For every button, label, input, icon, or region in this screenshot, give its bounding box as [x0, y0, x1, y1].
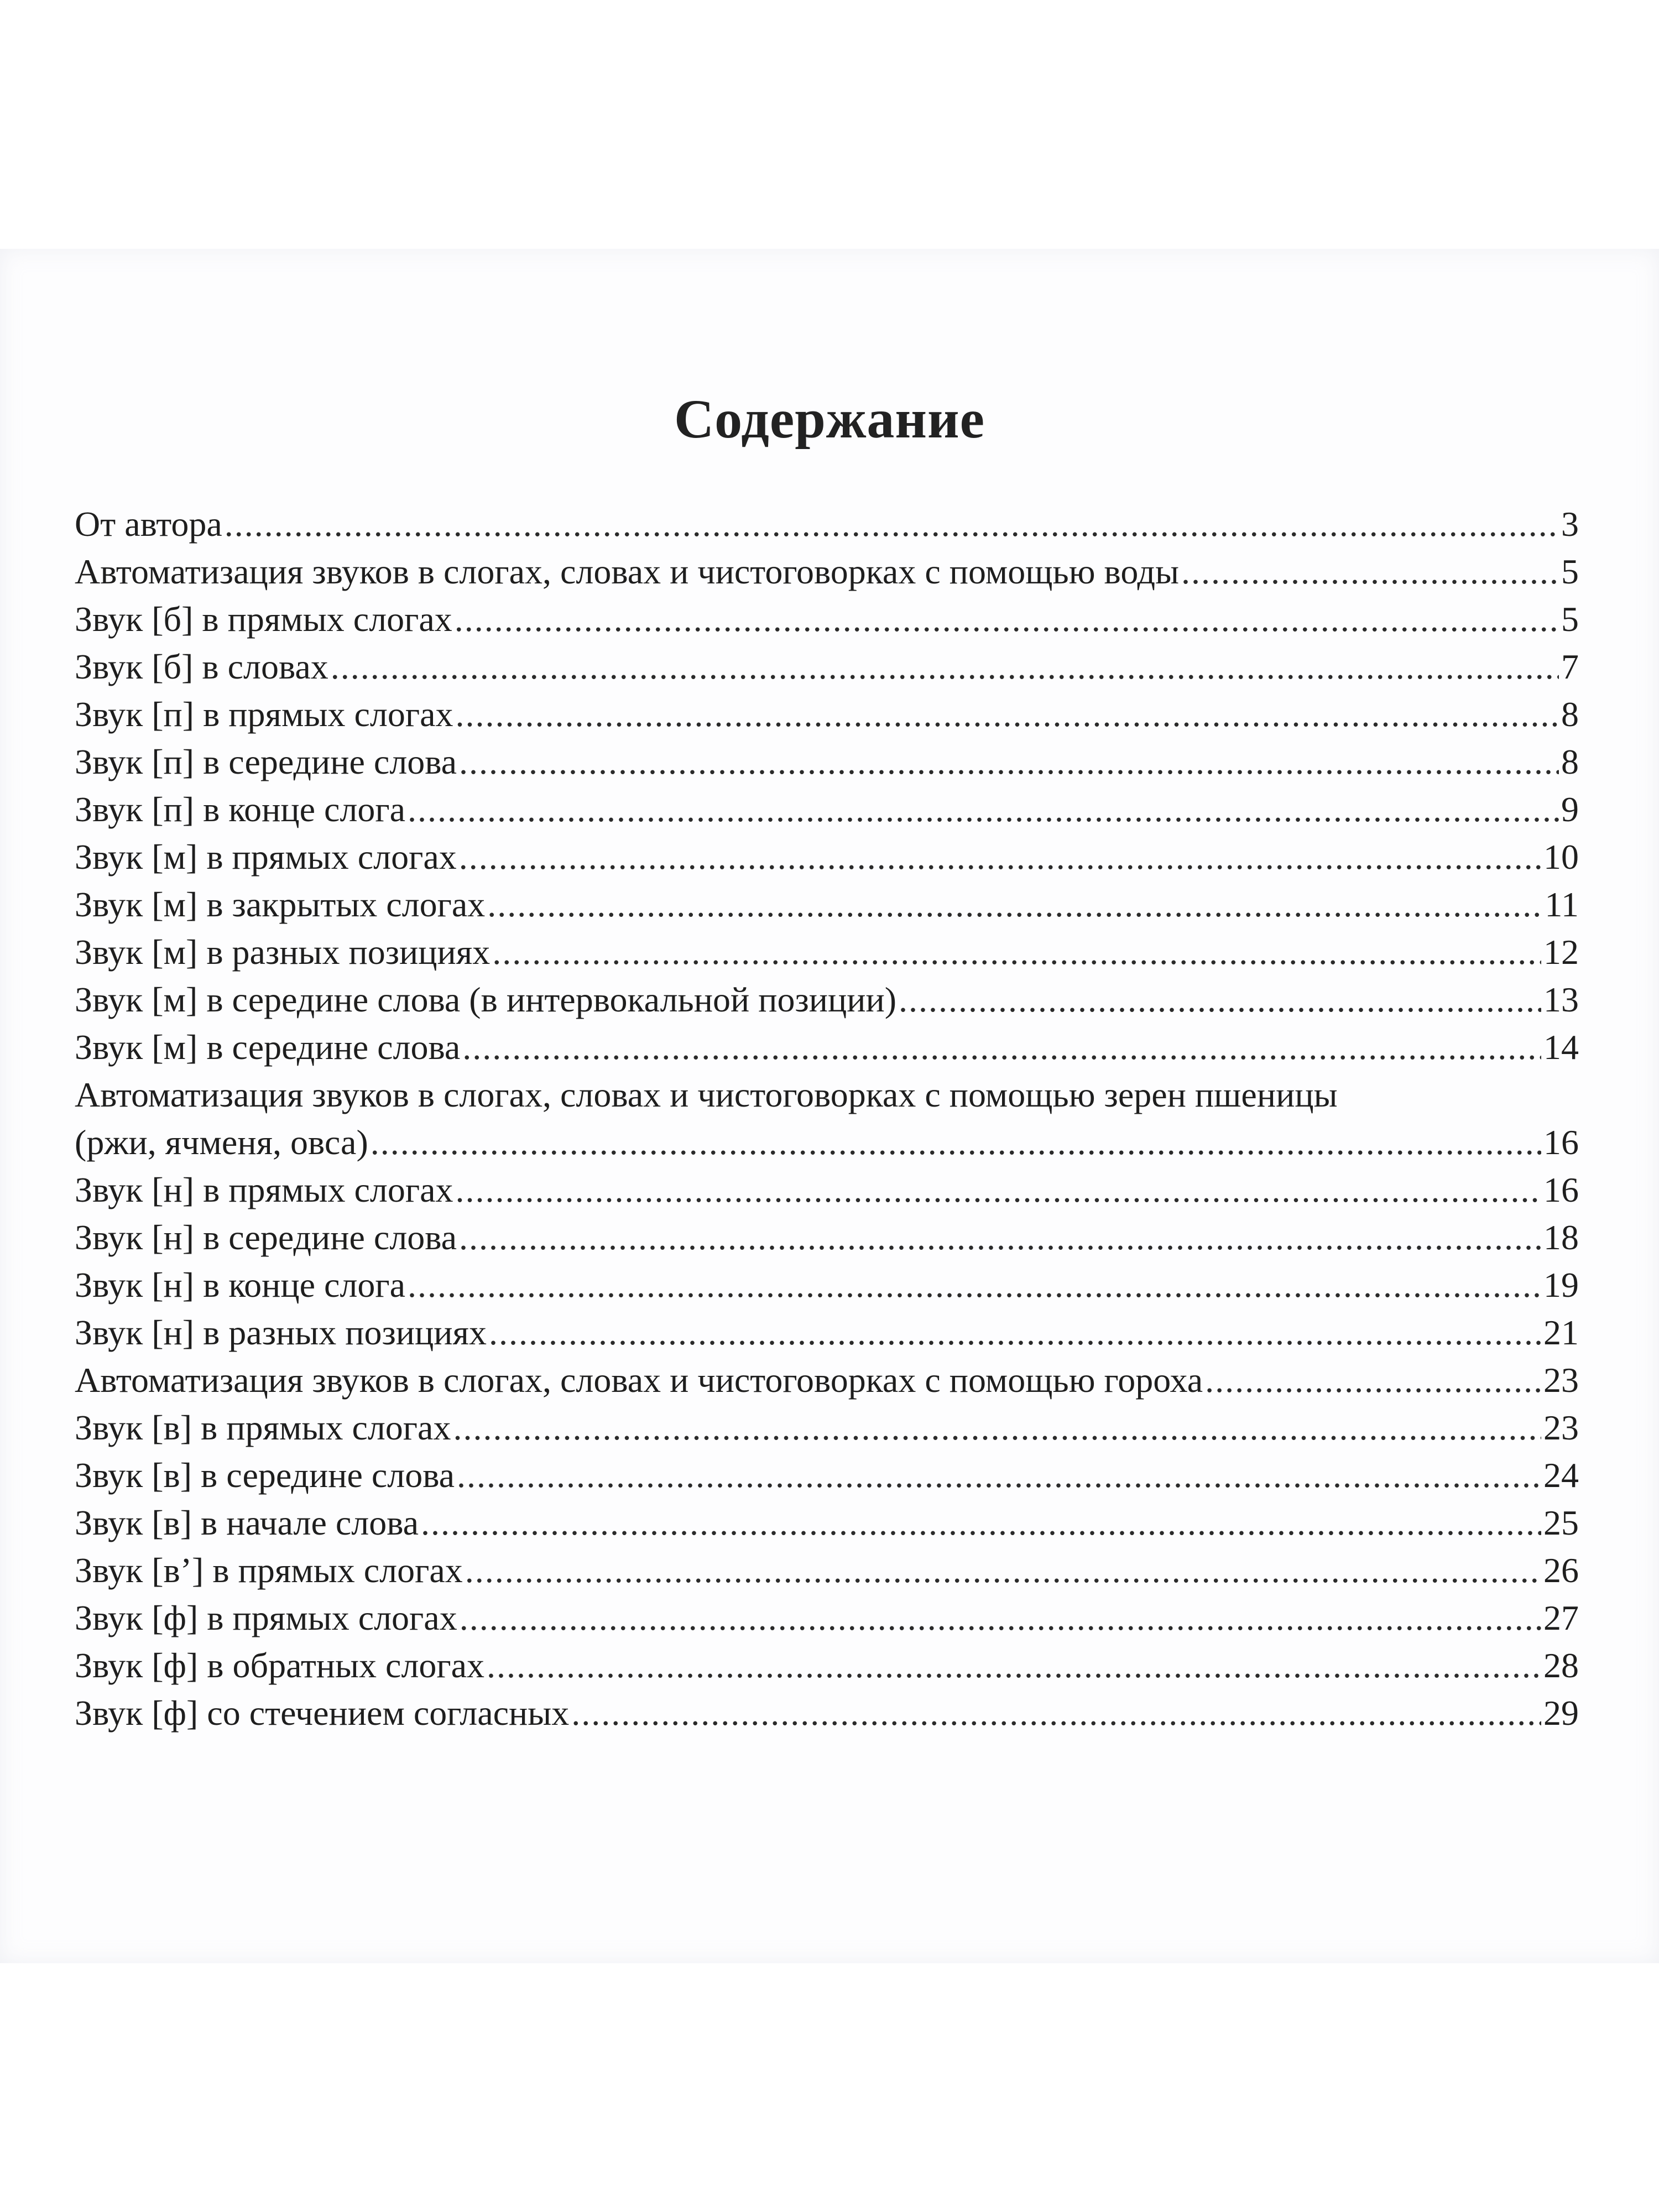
toc-entry-label: Звук [н] в середине слова: [75, 1218, 457, 1257]
toc-entry-page: 14: [1543, 1027, 1579, 1067]
toc-entry: [75, 1594, 1579, 1642]
toc-entry-label: Звук [в] в прямых слогах: [75, 1408, 451, 1447]
toc-entry-label: От автора: [75, 504, 222, 544]
dot-leader: [459, 833, 1541, 881]
toc-entry: [75, 881, 1579, 928]
toc-entry-label: Звук [п] в середине слова: [75, 742, 457, 781]
toc-entry-label: Звук [б] в словах: [75, 647, 328, 686]
toc-entry-page: 12: [1543, 932, 1579, 972]
toc-entry: [75, 1404, 1579, 1452]
toc-entry: [75, 691, 1579, 738]
toc-entry-page: 19: [1543, 1265, 1579, 1305]
toc-entry-page: 24: [1543, 1455, 1579, 1495]
toc-entry: [75, 1309, 1579, 1357]
toc-entry-label: Звук [в] в середине слова: [75, 1455, 455, 1495]
toc-entry: [75, 1689, 1579, 1737]
toc-entry-page: 9: [1561, 790, 1579, 829]
dot-leader: [460, 1594, 1541, 1642]
toc-entry-label: Автоматизация звуков в слогах, словах и чистоговорках с помощью зерен пшеницы: [75, 1075, 1338, 1114]
toc-entry-page: 28: [1543, 1646, 1579, 1685]
toc-entry-label: Звук [в] в начале слова: [75, 1503, 419, 1542]
toc-entry-page: 23: [1543, 1360, 1579, 1400]
toc-entry-page: 27: [1543, 1598, 1579, 1637]
dot-leader: [455, 691, 1559, 738]
toc-entry-wrapped-line: [75, 1071, 1579, 1119]
toc-entry: [75, 833, 1579, 881]
toc-entry-page: 5: [1561, 552, 1579, 591]
toc-entry-page: 11: [1545, 885, 1579, 924]
toc-entry-page: 7: [1561, 647, 1579, 686]
toc-entry-page: 3: [1561, 504, 1579, 544]
dot-leader: [455, 1166, 1541, 1214]
toc-entry-label: Звук [п] в прямых слогах: [75, 695, 453, 734]
toc-entry-label: Звук [м] в середине слова: [75, 1027, 461, 1067]
dot-leader: [408, 1261, 1541, 1309]
toc-entry-label: Звук [м] в прямых слогах: [75, 837, 457, 877]
toc-entry-label: Звук [н] в разных позициях: [75, 1313, 487, 1352]
toc-entry-label: Звук [м] в середине слова (в интервокальной позиции): [75, 980, 897, 1019]
dot-leader: [459, 738, 1559, 786]
toc-entry-label: Звук [м] в закрытых слогах: [75, 885, 486, 924]
dot-leader: [225, 500, 1559, 548]
dot-leader: [459, 1214, 1541, 1261]
toc-entry-label: Звук [н] в конце слога: [75, 1265, 406, 1305]
toc-entry-label: Звук [ф] в обратных слогах: [75, 1646, 485, 1685]
toc-entry-label: Автоматизация звуков в слогах, словах и чистоговорках с помощью гороха: [75, 1360, 1203, 1400]
toc-entry: [75, 596, 1579, 643]
toc-entry-page: 23: [1543, 1408, 1579, 1447]
toc-entry: [75, 928, 1579, 976]
dot-leader: [571, 1689, 1541, 1737]
toc-entry-label: Звук [м] в разных позициях: [75, 932, 491, 972]
dot-leader: [331, 643, 1559, 691]
toc-entry-page: 21: [1543, 1313, 1579, 1352]
toc-entry: [75, 1452, 1579, 1499]
toc-title: Содержание: [674, 388, 985, 450]
toc-entry-page: 8: [1561, 742, 1579, 781]
toc-entry: [75, 1357, 1579, 1404]
dot-leader: [421, 1499, 1541, 1547]
toc-entry: [75, 500, 1579, 548]
toc-entry-label: Звук [п] в конце слога: [75, 790, 406, 829]
toc-entry: [75, 786, 1579, 833]
dot-leader: [1205, 1357, 1541, 1404]
toc-entry-label: Автоматизация звуков в слогах, словах и чистоговорках с помощью воды: [75, 552, 1180, 591]
toc-entry: [75, 643, 1579, 691]
toc-entry-page: 25: [1543, 1503, 1579, 1542]
toc-entry-label: Звук [в’] в прямых слогах: [75, 1551, 463, 1590]
toc-entry: [75, 548, 1579, 596]
dot-leader: [453, 1404, 1541, 1452]
toc-entry: [75, 1214, 1579, 1261]
toc-entry: [75, 1261, 1579, 1309]
toc-entry-label: Звук [ф] в прямых слогах: [75, 1598, 457, 1637]
dot-leader: [487, 881, 1542, 928]
dot-leader: [1181, 548, 1559, 596]
dot-leader: [487, 1642, 1541, 1689]
toc-entry-label: Звук [ф] со стечением согласных: [75, 1693, 570, 1733]
toc-entry: [75, 1024, 1579, 1071]
dot-leader: [489, 1309, 1541, 1357]
dot-leader: [899, 976, 1541, 1024]
toc-list: [75, 500, 1579, 1737]
toc-entry-page: 10: [1543, 837, 1579, 877]
dot-leader: [371, 1119, 1541, 1166]
toc-entry-page: 26: [1543, 1551, 1579, 1590]
toc-entry: [75, 1166, 1579, 1214]
toc-entry-page: 18: [1543, 1218, 1579, 1257]
toc-entry: [75, 1547, 1579, 1594]
toc-entry: [75, 1499, 1579, 1547]
toc-entry: [75, 976, 1579, 1024]
toc-entry: [75, 738, 1579, 786]
dot-leader: [465, 1547, 1541, 1594]
dot-leader: [455, 596, 1559, 643]
toc-entry-page: 16: [1543, 1170, 1579, 1209]
dot-leader: [462, 1024, 1541, 1071]
toc-entry: [75, 1119, 1579, 1166]
toc-entry-label: Звук [б] в прямых слогах: [75, 599, 452, 639]
toc-entry-page: 5: [1561, 599, 1579, 639]
toc-entry: [75, 1642, 1579, 1689]
dot-leader: [492, 928, 1541, 976]
toc-entry-label: (ржи, ячменя, овса): [75, 1123, 368, 1162]
toc-entry-label: Звук [н] в прямых слогах: [75, 1170, 453, 1209]
dot-leader: [408, 786, 1559, 833]
toc-entry-page: 13: [1543, 980, 1579, 1019]
toc-entry-page: 16: [1543, 1123, 1579, 1162]
toc-entry-page: 29: [1543, 1693, 1579, 1733]
dot-leader: [457, 1452, 1541, 1499]
toc-entry-page: 8: [1561, 695, 1579, 734]
